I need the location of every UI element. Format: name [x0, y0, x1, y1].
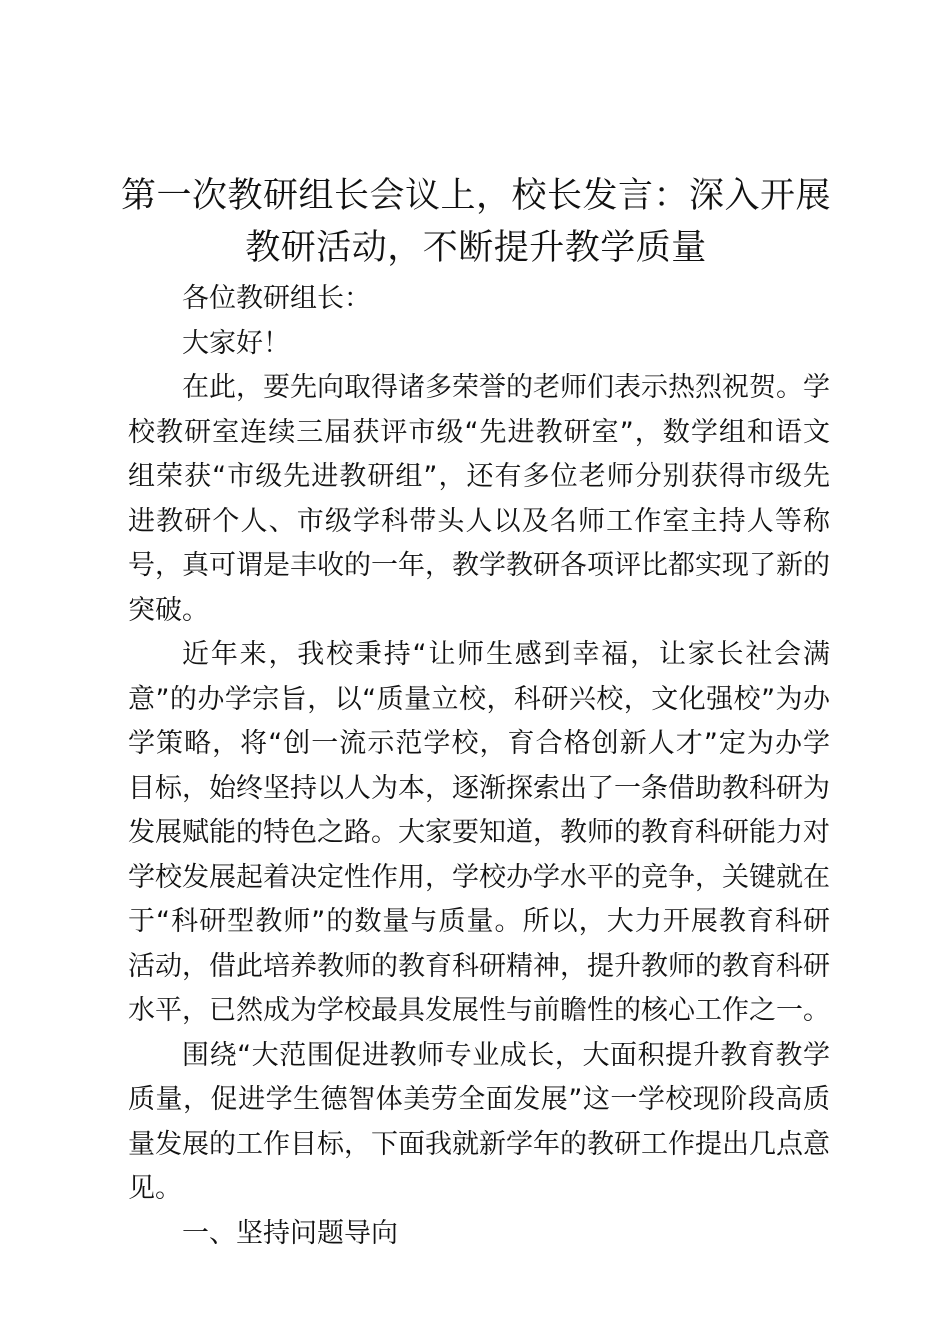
- document-title: 第一次教研组长会议上，校长发言：深入开展教研活动，不断提升教学质量: [120, 176, 831, 268]
- section-heading-1: 一、坚持问题导向: [182, 1217, 398, 1249]
- paragraph-school-philosophy: 近年来，我校秉持“让师生感到幸福，让家长社会满意”的办学宗旨，以“质量立校，科研兴校，文化强校”为办学策略，将“创一流示范学校，育合格创新人才”定为办学目标，始终坚持以人为本，逐渐探索出了一条借助教科研为发展赋能的特色之路。大家要知道，教师的教育科研能力对学校发展起着决定性作用，学校办学水平的竞争，关键就在于“科研型教师”的数量与质量。所以，大力开展教育科研活动，借此培养教师的教育科研精神，提升教师的教育科研水平，已然成为学校最具发展性与前瞻性的核心工作之一。: [128, 639, 830, 1026]
- paragraph-congratulations: 在此，要先向取得诸多荣誉的老师们表示热烈祝贺。学校教研室连续三届获评市级“先进教研室”，数学组和语文组荣获“市级先进教研组”，还有多位老师分别获得市级先进教研个人、市级学科带头人以及名师工作室主持人等称号，真可谓是丰收的一年，教学教研各项评比都实现了新的突破。: [128, 372, 830, 626]
- greeting: 大家好！: [182, 327, 290, 359]
- salutation: 各位教研组长：: [182, 283, 371, 314]
- document-body: [128, 277, 830, 1256]
- paragraph-work-goals: 围绕“大范围促进教师专业成长，大面积提升教育教学质量，促进学生德智体美劳全面发展”这一学校现阶段高质量发展的工作目标，下面我就新学年的教研工作提出几点意见。: [128, 1039, 830, 1204]
